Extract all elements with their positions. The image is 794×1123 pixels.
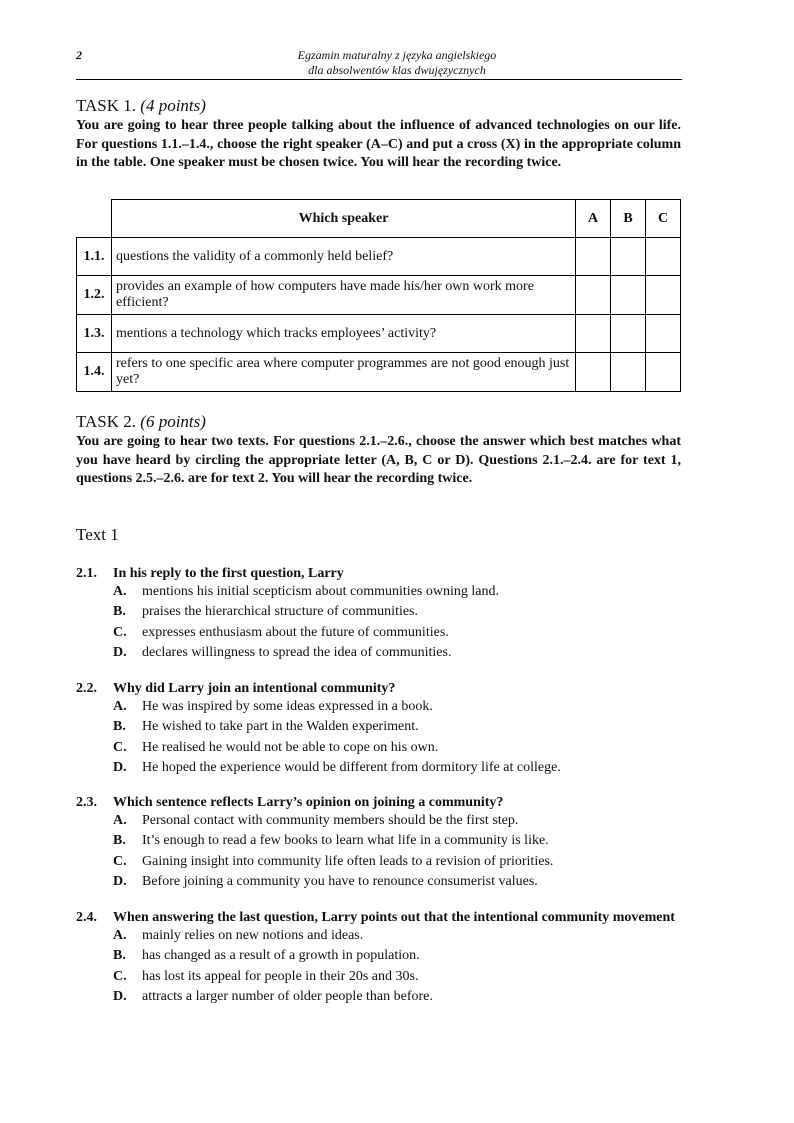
page-number: 2 [76,48,82,62]
option-letter[interactable]: C. [113,739,127,755]
option-text: Personal contact with community members should be the first step. [142,813,519,828]
header-line-1: Egzamin maturalny z języka angielskiego [297,48,497,62]
question-number: 2.4. [76,910,97,925]
question-number: 2.3. [76,795,97,810]
question-text: refers to one specific area where computer programmes are not good enough just yet? [112,353,576,392]
table-header-c: C [646,200,681,238]
option-a[interactable] [113,582,681,602]
question-text: provides an example of how computers have made his/her own work more efficient? [112,276,576,315]
option-a[interactable] [113,926,681,946]
option-d[interactable] [113,987,681,1007]
answer-cell-a[interactable] [576,353,611,392]
option-letter[interactable]: D. [113,759,127,775]
answer-cell-c[interactable] [646,276,681,315]
answer-cell-c[interactable] [646,238,681,276]
question-number: 1.2. [77,276,112,315]
question-text: Why did Larry join an intentional community? [113,681,396,696]
table-row [77,238,681,276]
question-stem [76,565,681,582]
header-line-2: dla absolwentów klas dwujęzycznych [308,63,486,77]
task1-instructions: You are going to hear three people talking about the influence of advanced technologies on our life. For questions 1.1.–1.4., choose the right speaker (A–C) and put a cross (X) in the appropriate column in the table. One speaker must be chosen twice. You will hear the recording twice. [76,118,681,170]
option-text: expresses enthusiasm about the future of communities. [142,624,449,640]
option-b[interactable] [113,831,681,851]
option-a[interactable] [113,697,681,717]
task1-title [76,96,206,116]
table-header-b: B [611,200,646,238]
question-text: When answering the last question, Larry points out that the intentional community movement [113,910,675,925]
task2-points: (6 points) [140,412,206,431]
task2-title [76,412,206,432]
question-stem [76,794,681,811]
answer-cell-c[interactable] [646,315,681,353]
option-letter[interactable]: B. [113,833,126,849]
header-divider [76,79,682,80]
answer-cell-b[interactable] [611,353,646,392]
option-text: It’s enough to read a few books to learn what life in a community is like. [142,833,549,849]
table-header-a: A [576,200,611,238]
answer-cell-a[interactable] [576,238,611,276]
option-letter[interactable]: D. [113,988,127,1004]
option-letter[interactable]: C. [113,968,127,984]
option-letter[interactable]: C. [113,624,127,640]
option-text: mainly relies on new notions and ideas. [142,928,364,943]
option-b[interactable] [113,602,681,622]
task1-title-label: TASK 1. [76,96,137,115]
table-row [77,315,681,353]
question-text: mentions a technology which tracks employees’ activity? [112,315,576,353]
option-c[interactable] [113,967,681,987]
option-c[interactable] [113,738,681,758]
option-text: He realised he would not be able to cope on his own. [142,739,439,755]
option-text: He hoped the experience would be different from dormitory life at college. [142,759,561,775]
option-letter[interactable]: B. [113,719,126,735]
question-2-3 [76,794,681,892]
option-text: praises the hierarchical structure of communities. [142,604,419,620]
option-text: has lost its appeal for people in their 20s and 30s. [142,968,419,984]
answer-cell-b[interactable] [611,238,646,276]
question-text: questions the validity of a commonly held belief? [112,238,576,276]
option-letter[interactable]: B. [113,948,126,964]
question-text: In his reply to the first question, Larry [113,566,344,581]
question-2-1 [76,565,681,663]
option-text: Before joining a community you have to renounce consumerist values. [142,873,538,889]
text-1-heading: Text 1 [76,525,119,544]
option-d[interactable] [113,872,681,892]
option-text: He wished to take part in the Walden experiment. [142,719,419,735]
question-number: 1.3. [77,315,112,353]
option-letter[interactable]: A. [113,813,127,828]
option-b[interactable] [113,946,681,966]
option-letter[interactable]: D. [113,873,127,889]
table-header-which-speaker: Which speaker [112,200,576,238]
task1-points: (4 points) [140,96,206,115]
option-d[interactable] [113,758,681,778]
option-letter[interactable]: A. [113,928,127,943]
question-text: Which sentence reflects Larry’s opinion on joining a community? [113,795,504,810]
task2-title-label: TASK 2. [76,412,137,431]
answer-cell-b[interactable] [611,315,646,353]
task2-instructions: You are going to hear two texts. For questions 2.1.–2.6., choose the answer which best matches what you have heard by circling the appropriate letter (A, B, C or D). Questions 2.1.–2.4. are for text 1, questions 2.5.–2.6. are for text 2. You will hear the recording twice. [76,434,681,486]
question-2-4 [76,909,681,1007]
question-2-2 [76,680,681,778]
option-text: attracts a larger number of older people than before. [142,988,433,1004]
answer-cell-a[interactable] [576,276,611,315]
option-d[interactable] [113,643,681,663]
option-c[interactable] [113,852,681,872]
table-corner-cell [77,200,112,238]
option-letter[interactable]: D. [113,644,127,660]
option-a[interactable] [113,811,681,831]
table-header-row [77,200,681,238]
table-row [77,276,681,315]
option-text: He was inspired by some ideas expressed in a book. [142,699,433,714]
option-letter[interactable]: A. [113,584,127,599]
answer-cell-c[interactable] [646,353,681,392]
option-letter[interactable]: A. [113,699,127,714]
question-number: 1.1. [77,238,112,276]
question-number: 1.4. [77,353,112,392]
question-number: 2.1. [76,566,97,581]
option-letter[interactable]: C. [113,853,127,869]
option-text: Gaining insight into community life often leads to a revision of priorities. [142,853,554,869]
page-header [0,48,794,78]
question-number: 2.2. [76,681,97,696]
answer-cell-a[interactable] [576,315,611,353]
option-text: has changed as a result of a growth in population. [142,948,420,964]
option-c[interactable] [113,623,681,643]
table-row [77,353,681,392]
option-letter[interactable]: B. [113,604,126,620]
option-text: declares willingness to spread the idea of communities. [142,644,452,660]
option-text: mentions his initial scepticism about communities owning land. [142,584,499,599]
option-b[interactable] [113,717,681,737]
task1-answer-table [76,199,681,392]
question-stem [76,909,681,926]
answer-cell-b[interactable] [611,276,646,315]
question-stem [76,680,681,697]
